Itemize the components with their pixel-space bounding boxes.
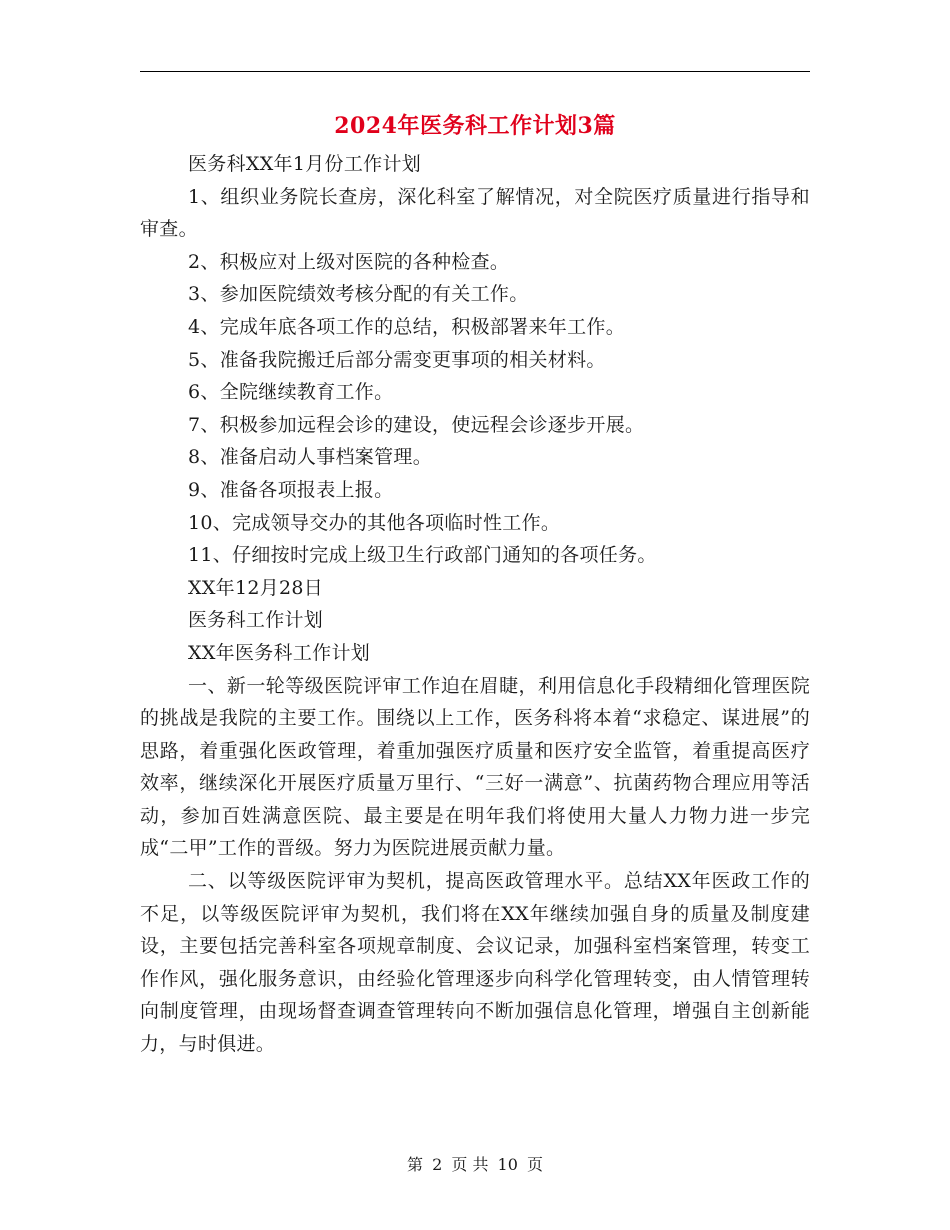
paragraph: 10、完成领导交办的其他各项临时性工作。 [188, 511, 561, 534]
header-rule [140, 71, 810, 72]
paragraph: 二、以等级医院评审为契机，提高医政管理水平。总结XX年医政工作的不足，以等级医院评审为契机，我们将在XX年继续加强自身的质量及制度建设，主要包括完善科室各项规章制度、会议记录，加强科室档案管理，转变工作作风，强化服务意识，由经验化管理逐步向科学化管理转变，由人情管理转向制度管理，由现场督查调查管理转向不断加强信息化管理，增强自主创新能力，与时俱进。 [140, 870, 810, 1056]
document-body [140, 148, 810, 1061]
footer-suffix: 页 [527, 1155, 544, 1174]
paragraph: 6、全院继续教育工作。 [188, 381, 394, 404]
paragraph: 4、完成年底各项工作的总结，积极部署来年工作。 [188, 315, 625, 338]
paragraph: XX年医务科工作计划 [188, 641, 371, 664]
paragraph: 一、新一轮等级医院评审工作迫在眉睫，利用信息化手段精细化管理医院的挑战是我院的主要工作。围绕以上工作，医务科将本着“求稳定、谋进展”的思路，着重强化医政管理，着重加强医疗质量和医疗安全监管，着重提高医疗效率，继续深化开展医疗质量万里行、“三好一满意”、抗菌药物合理应用等活动，参加百姓满意医院、最主要是在明年我们将使用大量人力物力进一步完成“二甲”工作的晋级。努力为医院进展贡献力量。 [140, 674, 810, 860]
paragraph: 3、参加医院绩效考核分配的有关工作。 [188, 283, 529, 306]
paragraph: 8、准备启动人事档案管理。 [188, 446, 432, 469]
paragraph: 医务科工作计划 [188, 609, 324, 632]
footer-current-page: 2 [432, 1155, 443, 1174]
paragraph: 5、准备我院搬迁后部分需变更事项的相关材料。 [188, 348, 606, 371]
footer-total-pages: 10 [497, 1155, 518, 1174]
paragraph: XX年12月28日 [188, 576, 324, 599]
paragraph: 1、组织业务院长查房，深化科室了解情况，对全院医疗质量进行指导和审查。 [140, 185, 810, 241]
paragraph: 医务科XX年1月份工作计划 [188, 153, 422, 175]
paragraph: 2、积极应对上级对医院的各种检查。 [188, 250, 510, 273]
document-title: 2024年医务科工作计划3篇 [334, 113, 616, 139]
paragraph: 9、准备各项报表上报。 [188, 478, 394, 501]
page-footer [0, 1154, 950, 1176]
paragraph: 11、仔细按时完成上级卫生行政部门通知的各项任务。 [188, 544, 657, 567]
footer-prefix: 第 [406, 1155, 423, 1174]
paragraph: 7、积极参加远程会诊的建设，使远程会诊逐步开展。 [188, 413, 645, 436]
footer-middle: 页 共 [451, 1155, 489, 1174]
